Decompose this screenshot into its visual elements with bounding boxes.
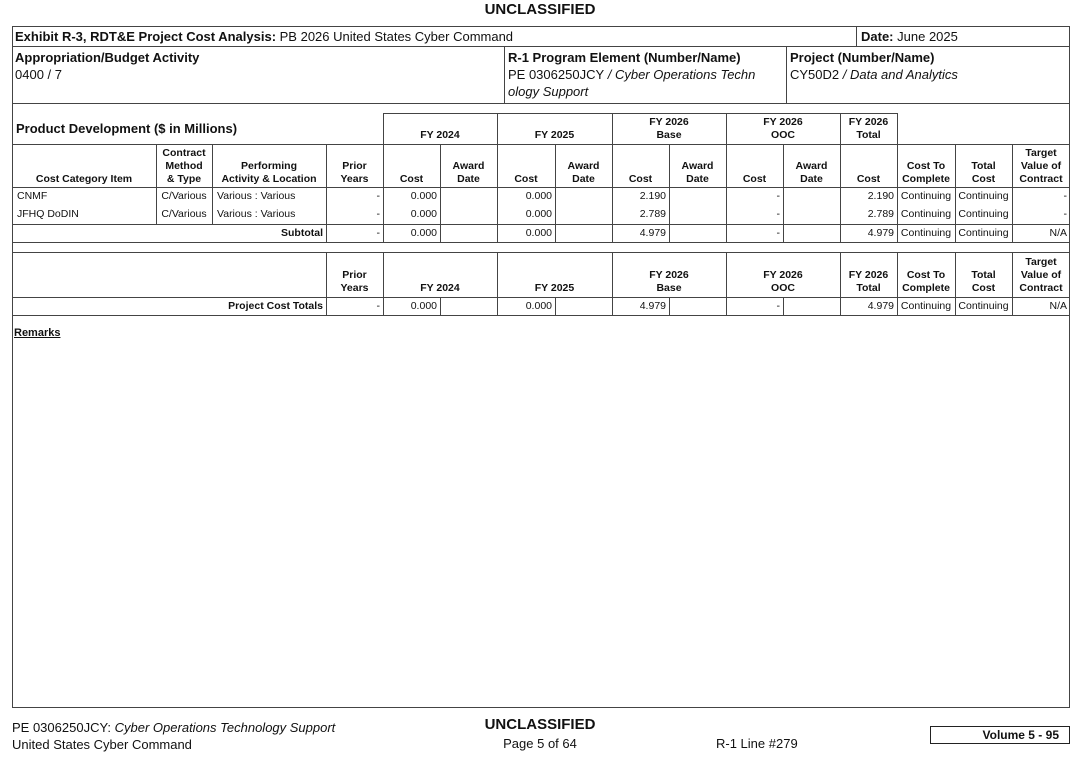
header-line: Value of (1020, 269, 1062, 281)
row-performing: Various : Various (217, 190, 296, 202)
divider (786, 46, 787, 103)
divider (669, 144, 670, 242)
divider (12, 315, 1070, 316)
footer-left (12, 719, 335, 753)
row-target: - (1063, 208, 1067, 220)
row-fy24-cost: 0.000 (410, 190, 437, 202)
header-line: FY 2026 (848, 269, 889, 281)
col-total-cost: Cost (856, 173, 881, 185)
date-value: June 2025 (897, 29, 958, 44)
col-performing (212, 160, 326, 186)
date-field (861, 28, 958, 45)
header-line: Date (800, 173, 823, 185)
section-title: Product Development ($ in Millions) (16, 121, 238, 136)
header-line: Target (1025, 147, 1057, 159)
header-line: FY 2026 (649, 116, 689, 128)
row-ooc-cost: - (776, 208, 780, 220)
col-fy25-cost: Cost (514, 173, 538, 185)
row-fy24-cost: 0.000 (410, 208, 437, 220)
t2-prior-years (326, 269, 383, 295)
row-total: Continuing (958, 208, 1009, 220)
row-ooc-cost: - (776, 190, 780, 202)
volume-box: Volume 5 - 95 (930, 726, 1070, 744)
header-fy2024: FY 2024 (420, 129, 460, 141)
row-fy25-cost: 0.000 (525, 190, 552, 202)
pe-name-line1: / Cyber Operations Techn (604, 67, 756, 82)
header-fy2026-total (840, 116, 897, 142)
header-line: Activity & Location (221, 173, 317, 185)
header-line: Prior (342, 269, 367, 281)
appropriation-label: Appropriation/Budget Activity (15, 50, 200, 65)
row-prior: - (376, 190, 380, 202)
col-prior-years (326, 160, 383, 186)
divider (783, 144, 784, 242)
divider (555, 297, 556, 315)
header-line: Contract (162, 147, 206, 159)
header-line: Date (457, 173, 480, 185)
exhibit-value: PB 2026 United States Cyber Command (279, 29, 514, 44)
divider (12, 224, 1070, 225)
row-fy25-cost: 0.000 (525, 208, 552, 220)
divider (12, 46, 1070, 47)
divider (783, 297, 784, 315)
divider (12, 144, 1070, 145)
divider (12, 242, 1070, 243)
row-base-cost: 2.789 (639, 208, 666, 220)
t2-cost-to-complete (897, 269, 955, 295)
header-line: Award (452, 160, 485, 172)
header-line: Years (340, 173, 369, 185)
header-line: OOC (771, 129, 795, 141)
col-ooc-cost: Cost (742, 173, 767, 185)
divider (504, 46, 505, 103)
page-number: Page 5 of 64 (503, 736, 577, 751)
subtotal-ctc: Continuing (900, 227, 952, 239)
col-fy24-cost: Cost (399, 173, 424, 185)
col-cost-to-complete (897, 160, 955, 186)
row-method: C/Various (161, 190, 207, 202)
totals-base: 4.979 (639, 300, 666, 312)
header-line: Cost (971, 173, 996, 185)
header-line: Total (971, 269, 996, 281)
row-item: JFHQ DoDIN (17, 208, 79, 220)
totals-fy24: 0.000 (410, 300, 437, 312)
subtotal-total-cost: Continuing (958, 227, 1009, 239)
header-line: OOC (771, 282, 795, 294)
subtotal-label: Subtotal (281, 227, 323, 239)
totals-ctc: Continuing (900, 300, 952, 312)
header-line: Cost To (906, 269, 946, 281)
header-line: FY 2026 (649, 269, 689, 281)
header-line: Complete (902, 173, 950, 185)
totals-ooc: - (776, 300, 780, 312)
col-base-cost: Cost (628, 173, 653, 185)
header-line: & Type (166, 173, 202, 185)
header-line: FY 2026 (848, 116, 889, 128)
totals-fy25: 0.000 (525, 300, 552, 312)
header-line: Value of (1020, 160, 1062, 172)
header-line: Contract (1019, 282, 1063, 294)
header-line: Total (856, 129, 881, 141)
divider (12, 103, 1070, 104)
row-total: Continuing (958, 190, 1009, 202)
header-fy2026-ooc (726, 116, 840, 142)
col-total (955, 160, 1012, 186)
header-line: FY 2026 (763, 269, 803, 281)
project-name: / Data and Analytics (839, 67, 958, 82)
header-line: Years (340, 282, 369, 294)
footer-org: United States Cyber Command (12, 737, 192, 752)
totals-target: N/A (1049, 300, 1067, 312)
header-line: Complete (902, 282, 950, 294)
row-target: - (1063, 190, 1067, 202)
row-performing: Various : Various (217, 208, 296, 220)
program-element-block (508, 49, 784, 100)
col-target-value (1012, 147, 1070, 186)
exhibit-prefix: Exhibit R-3 (15, 29, 83, 44)
pe-number: PE 0306250JCY (508, 67, 605, 82)
col-ooc-award (783, 160, 840, 186)
header-line: Method (165, 160, 203, 172)
t2-fy2025: FY 2025 (534, 282, 575, 294)
row-ctc: Continuing (900, 190, 952, 202)
divider (856, 26, 857, 46)
header-line: Base (656, 282, 682, 294)
divider (12, 297, 1070, 298)
t2-target-value (1012, 256, 1070, 295)
col-fy24-award (440, 160, 497, 186)
t2-fy2024: FY 2024 (420, 282, 460, 294)
header-line: Award (681, 160, 714, 172)
header-fy2026-base (612, 116, 726, 142)
divider (12, 187, 1070, 188)
appropriation-block (15, 49, 199, 83)
project-block (790, 49, 958, 83)
col-fy25-award (555, 160, 612, 186)
header-line: Cost (971, 282, 996, 294)
subtotal-total: 4.979 (867, 227, 894, 239)
row-item: CNMF (17, 190, 48, 202)
subtotal-fy25: 0.000 (525, 227, 552, 239)
header-line: Date (686, 173, 709, 185)
header-line: Base (656, 129, 682, 141)
divider (555, 144, 556, 242)
header-line: Total (971, 160, 996, 172)
top-classification: UNCLASSIFIED (484, 1, 596, 18)
header-line: Award (567, 160, 600, 172)
header-line: Cost To (906, 160, 946, 172)
col-base-award (669, 160, 726, 186)
divider (440, 144, 441, 242)
row-ctc: Continuing (900, 208, 952, 220)
footer-pe-name: Cyber Operations Technology Support (111, 720, 336, 735)
subtotal-target: N/A (1049, 227, 1067, 239)
row-total-cost: 2.190 (867, 190, 894, 202)
totals-label: Project Cost Totals (228, 300, 323, 312)
row-total-cost: 2.789 (867, 208, 894, 220)
r1-line: R-1 Line #279 (716, 736, 798, 751)
subtotal-prior: - (376, 227, 380, 239)
row-prior: - (376, 208, 380, 220)
totals-total: 4.979 (867, 300, 894, 312)
header-line: Prior (342, 160, 367, 172)
col-contract-method (156, 147, 212, 186)
header-line: Award (795, 160, 828, 172)
subtotal-fy24: 0.000 (410, 227, 437, 239)
col-cost-category: Cost Category Item (35, 173, 133, 185)
totals-tc: Continuing (958, 300, 1009, 312)
appropriation-value: 0400 / 7 (15, 67, 62, 82)
footer-pe-number: PE 0306250JCY: (12, 720, 112, 735)
remarks-label: Remarks (14, 327, 61, 339)
row-method: C/Various (161, 208, 207, 220)
header-line: Performing (240, 160, 297, 172)
divider (440, 297, 441, 315)
t2-fy2026-total (840, 269, 897, 295)
t2-total-cost (955, 269, 1012, 295)
header-line: Total (856, 282, 881, 294)
subtotal-base: 4.979 (639, 227, 666, 239)
divider (383, 113, 897, 114)
exhibit-title (15, 28, 513, 45)
exhibit-rest: , RDT&E Project Cost Analysis: (82, 29, 280, 44)
totals-prior: - (376, 300, 380, 312)
pe-name-line2: ology Support (508, 84, 589, 99)
header-line: Contract (1019, 173, 1063, 185)
project-number: CY50D2 (790, 67, 840, 82)
t2-fy2026-base (612, 269, 726, 295)
divider (12, 252, 1070, 253)
subtotal-ooc: - (776, 227, 780, 239)
header-line: FY 2026 (763, 116, 803, 128)
header-line: Target (1025, 256, 1057, 268)
header-line: Date (572, 173, 595, 185)
header-fy2025: FY 2025 (534, 129, 575, 141)
bottom-classification: UNCLASSIFIED (484, 716, 596, 733)
divider (669, 297, 670, 315)
row-base-cost: 2.190 (639, 190, 666, 202)
pe-label: R-1 Program Element (Number/Name) (508, 50, 741, 65)
t2-fy2026-ooc (726, 269, 840, 295)
date-label: Date: (861, 29, 894, 44)
project-label: Project (Number/Name) (790, 50, 935, 65)
